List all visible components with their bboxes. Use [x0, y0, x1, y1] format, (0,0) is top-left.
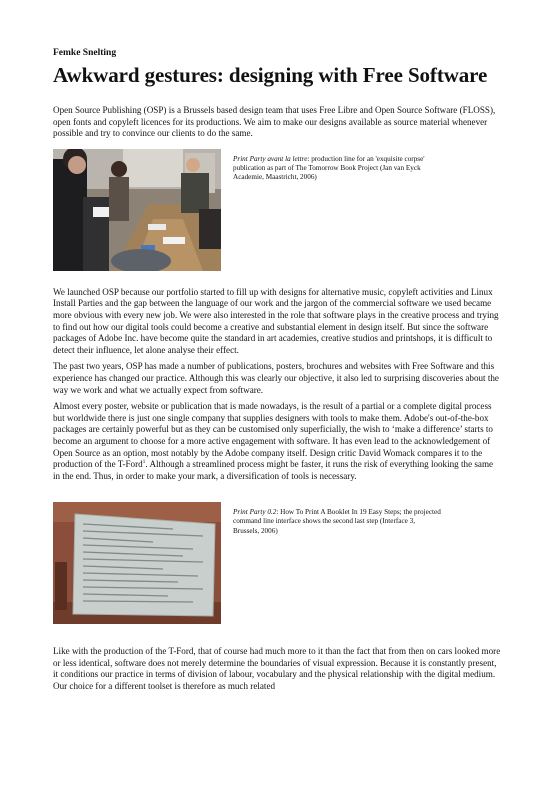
photo-print-party — [53, 149, 221, 271]
caption-text: : How To Print A Booklet In 19 Easy Steps; the projected command line interface shows the second last step (Interface 3, Brussels, 2006) — [233, 508, 441, 535]
figure-caption — [233, 508, 441, 536]
body-text: . Although a streamlined process might be faster, it runs the risk of everything looking the same in the end. Thus, in order to make your mark, a diversification of tools is necessary. — [53, 459, 494, 481]
article-title: Awkward gestures: designing with Free Software — [53, 63, 488, 87]
author-name: Femke Snelting — [53, 48, 117, 58]
body-paragraph: The past two years, OSP has made a number of publications, posters, brochures and websites with Free Software and this experience has changed our practice. Although this was clearly our objective, it also led to surprising discoveries about the way we work and what we actually expect from software. — [53, 361, 499, 395]
caption-text: : production line for an 'exquisite corpse' publication as part of The Tomorrow Book Project (Jan van Eyck Academie, Maastricht, 2006) — [233, 154, 425, 182]
caption-title: Print Party avant la lettre — [233, 154, 308, 163]
footnote-ref[interactable]: 1 — [142, 459, 146, 466]
photo-command-line — [53, 502, 221, 624]
body-paragraph — [53, 401, 501, 482]
body-paragraph: We launched OSP because our portfolio started to fill up with designs for alternative music, copyleft activities and Linux Install Parties and the gap between the language of our work and the jargon of the commercial software we used became more obvious with every new job. We were also interested in the role that software plays in the creative process and trying to find out how our digital tools could become a creative and substantial element in design itself. But since the software packages of Adobe Inc. have become quite the standard in art academies, creative studios and printshops, it is difficult to detect their influence, let alone analyse their effect. — [53, 286, 499, 355]
figure-print-party — [53, 149, 501, 271]
article — [53, 48, 501, 698]
body-text: Almost every poster, website or publication that is made nowadays, is the result of a partial or a complete digital process but worldwide there is just one single company that supplies designers with tools to make them. Adobe's out-of-the-box packages are certainly powerful but as they can be customised only superficially, the wish to ‘make a difference’ starts to become an argument to choose for a more active engagement with software. It has even lead to the acknowledgement of Open Source as an option, most notably by the Adobe company itself. Design critic David Womack compares it to the production of the T-Ford — [53, 401, 493, 470]
figure-caption — [233, 155, 441, 183]
figure-command-line — [53, 502, 501, 624]
intro-paragraph: Open Source Publishing (OSP) is a Brussels based design team that uses Free Libre and Open Source Software (FLOSS), open fonts and copyleft licences for its productions. We aim to make our designs available as source material whenever possible and try to convince our clients to do the same. — [53, 105, 496, 139]
body-paragraph: Like with the production of the T-Ford, that of course had much more to it than the fact that from then on cars looked more or less identical, software does not merely determine the boundaries of visual expression. Because it is constantly present, it conditions our practice in terms of division of labour, vocabulary and the physical relationship with the digital medium. Our choice for a different toolset is therefore as much related — [53, 646, 501, 692]
caption-title: Print Party 0.2 — [233, 508, 277, 517]
